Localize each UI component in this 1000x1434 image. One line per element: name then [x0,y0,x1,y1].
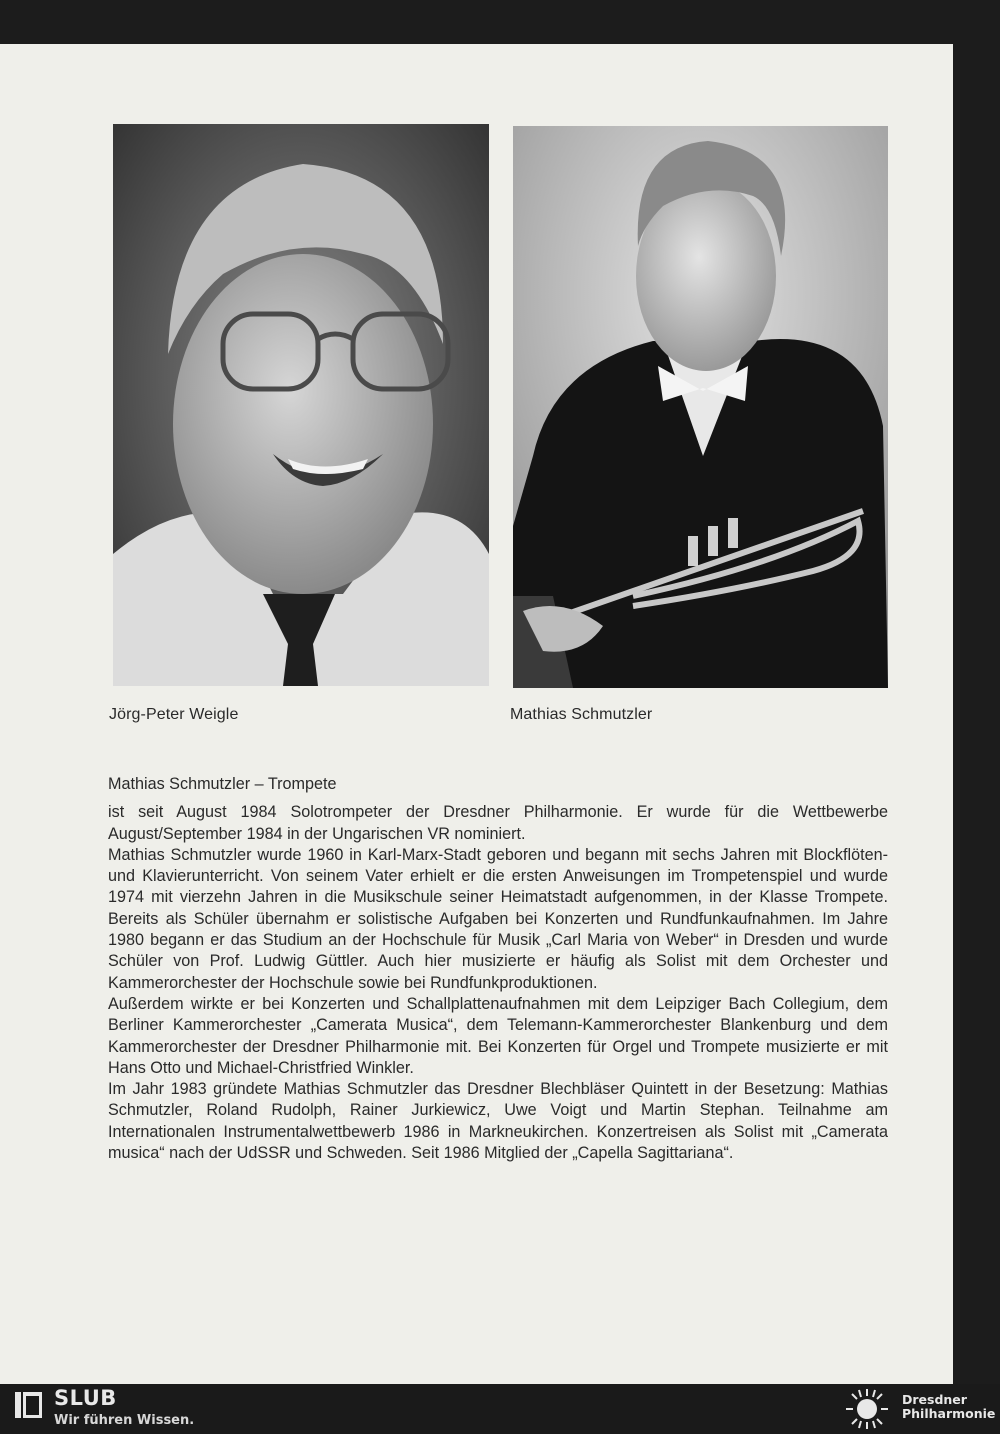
sunburst-icon [842,1387,892,1431]
library-name[interactable]: SLUB [54,1386,117,1410]
library-tagline: Wir führen Wissen. [54,1413,195,1428]
bio-heading: Mathias Schmutzler – Trompete [108,775,337,793]
slub-book-icon [12,1388,48,1428]
bio-paragraph: Mathias Schmutzler wurde 1960 in Karl-Marx-Stadt geboren und begann mit sechs Jahren mit Blockflöten- und Klavierunterricht. Von seinem Vater erhielt er die ersten Anweisungen im Trompetenspiel und wurde 1974 mit vierzehn Jahren in die Musikschule seiner Heimatstadt aufgenommen, in der Klasse Trompete. Bereits als Schüler übernahm er solistische Aufgaben bei Konzerten und Rundfunkaufnahmen. Im Jahre 1980 begann er das Studium an der Hochschule für Musik „Carl Maria von Weber“ in Dresden und wurde Schüler von Prof. Ludwig Güttler. Auch hier musizierte er häufig als Solist mit dem Orchester und Kammerorchester der Hochschule sowie bei Rundfunkproduktionen. [108,845,888,992]
document-page [0,44,953,1384]
footer-bar [0,1384,1000,1434]
bio-paragraph: Außerdem wirkte er bei Konzerten und Schallplattenaufnahmen mit dem Leipziger Bach Collegium, dem Berliner Kammerorchester „Camerata Musica“, dem Telemann-Kammerorchester Blankenburg und dem Kammerorchester der Dresdner Philharmonie mit. Bei Konzerten für Orgel und Trompete musizierte er mit Hans Otto und Michael-Christfried Winkler. [108,994,888,1077]
bio-paragraph: Im Jahr 1983 gründete Mathias Schmutzler das Dresdner Blechbläser Quintett in der Besetzung: Mathias Schmutzler, Roland Rudolph, Rainer Jurkiewicz, Uwe Voigt und Martin Stephan. Teilnahme am Internationalen Instrumentalwettbewerb 1986 in Markneukirchen. Konzertreisen als Solist mit „Camerata musica“ nach der UdSSR und Schweden. Seit 1986 Mitglied der „Capella Sagittariana“. [108,1080,888,1163]
orchestra-name-line1: Dresdner [902,1392,967,1407]
biography [108,774,888,1164]
photo-caption-left: Jörg-Peter Weigle [109,706,239,723]
orchestra-name[interactable] [902,1393,995,1421]
portrait-photo-icon [113,124,489,686]
portrait-with-trumpet-photo-icon [513,126,888,688]
photo-caption-right: Mathias Schmutzler [510,706,653,723]
orchestra-name-line2: Philharmonie [902,1406,996,1421]
bio-paragraph: ist seit August 1984 Solotrompeter der Dresdner Philharmonie. Er wurde für die Wettbewerbe August/September 1984 in der Ungarischen VR nominiert. [108,803,888,843]
